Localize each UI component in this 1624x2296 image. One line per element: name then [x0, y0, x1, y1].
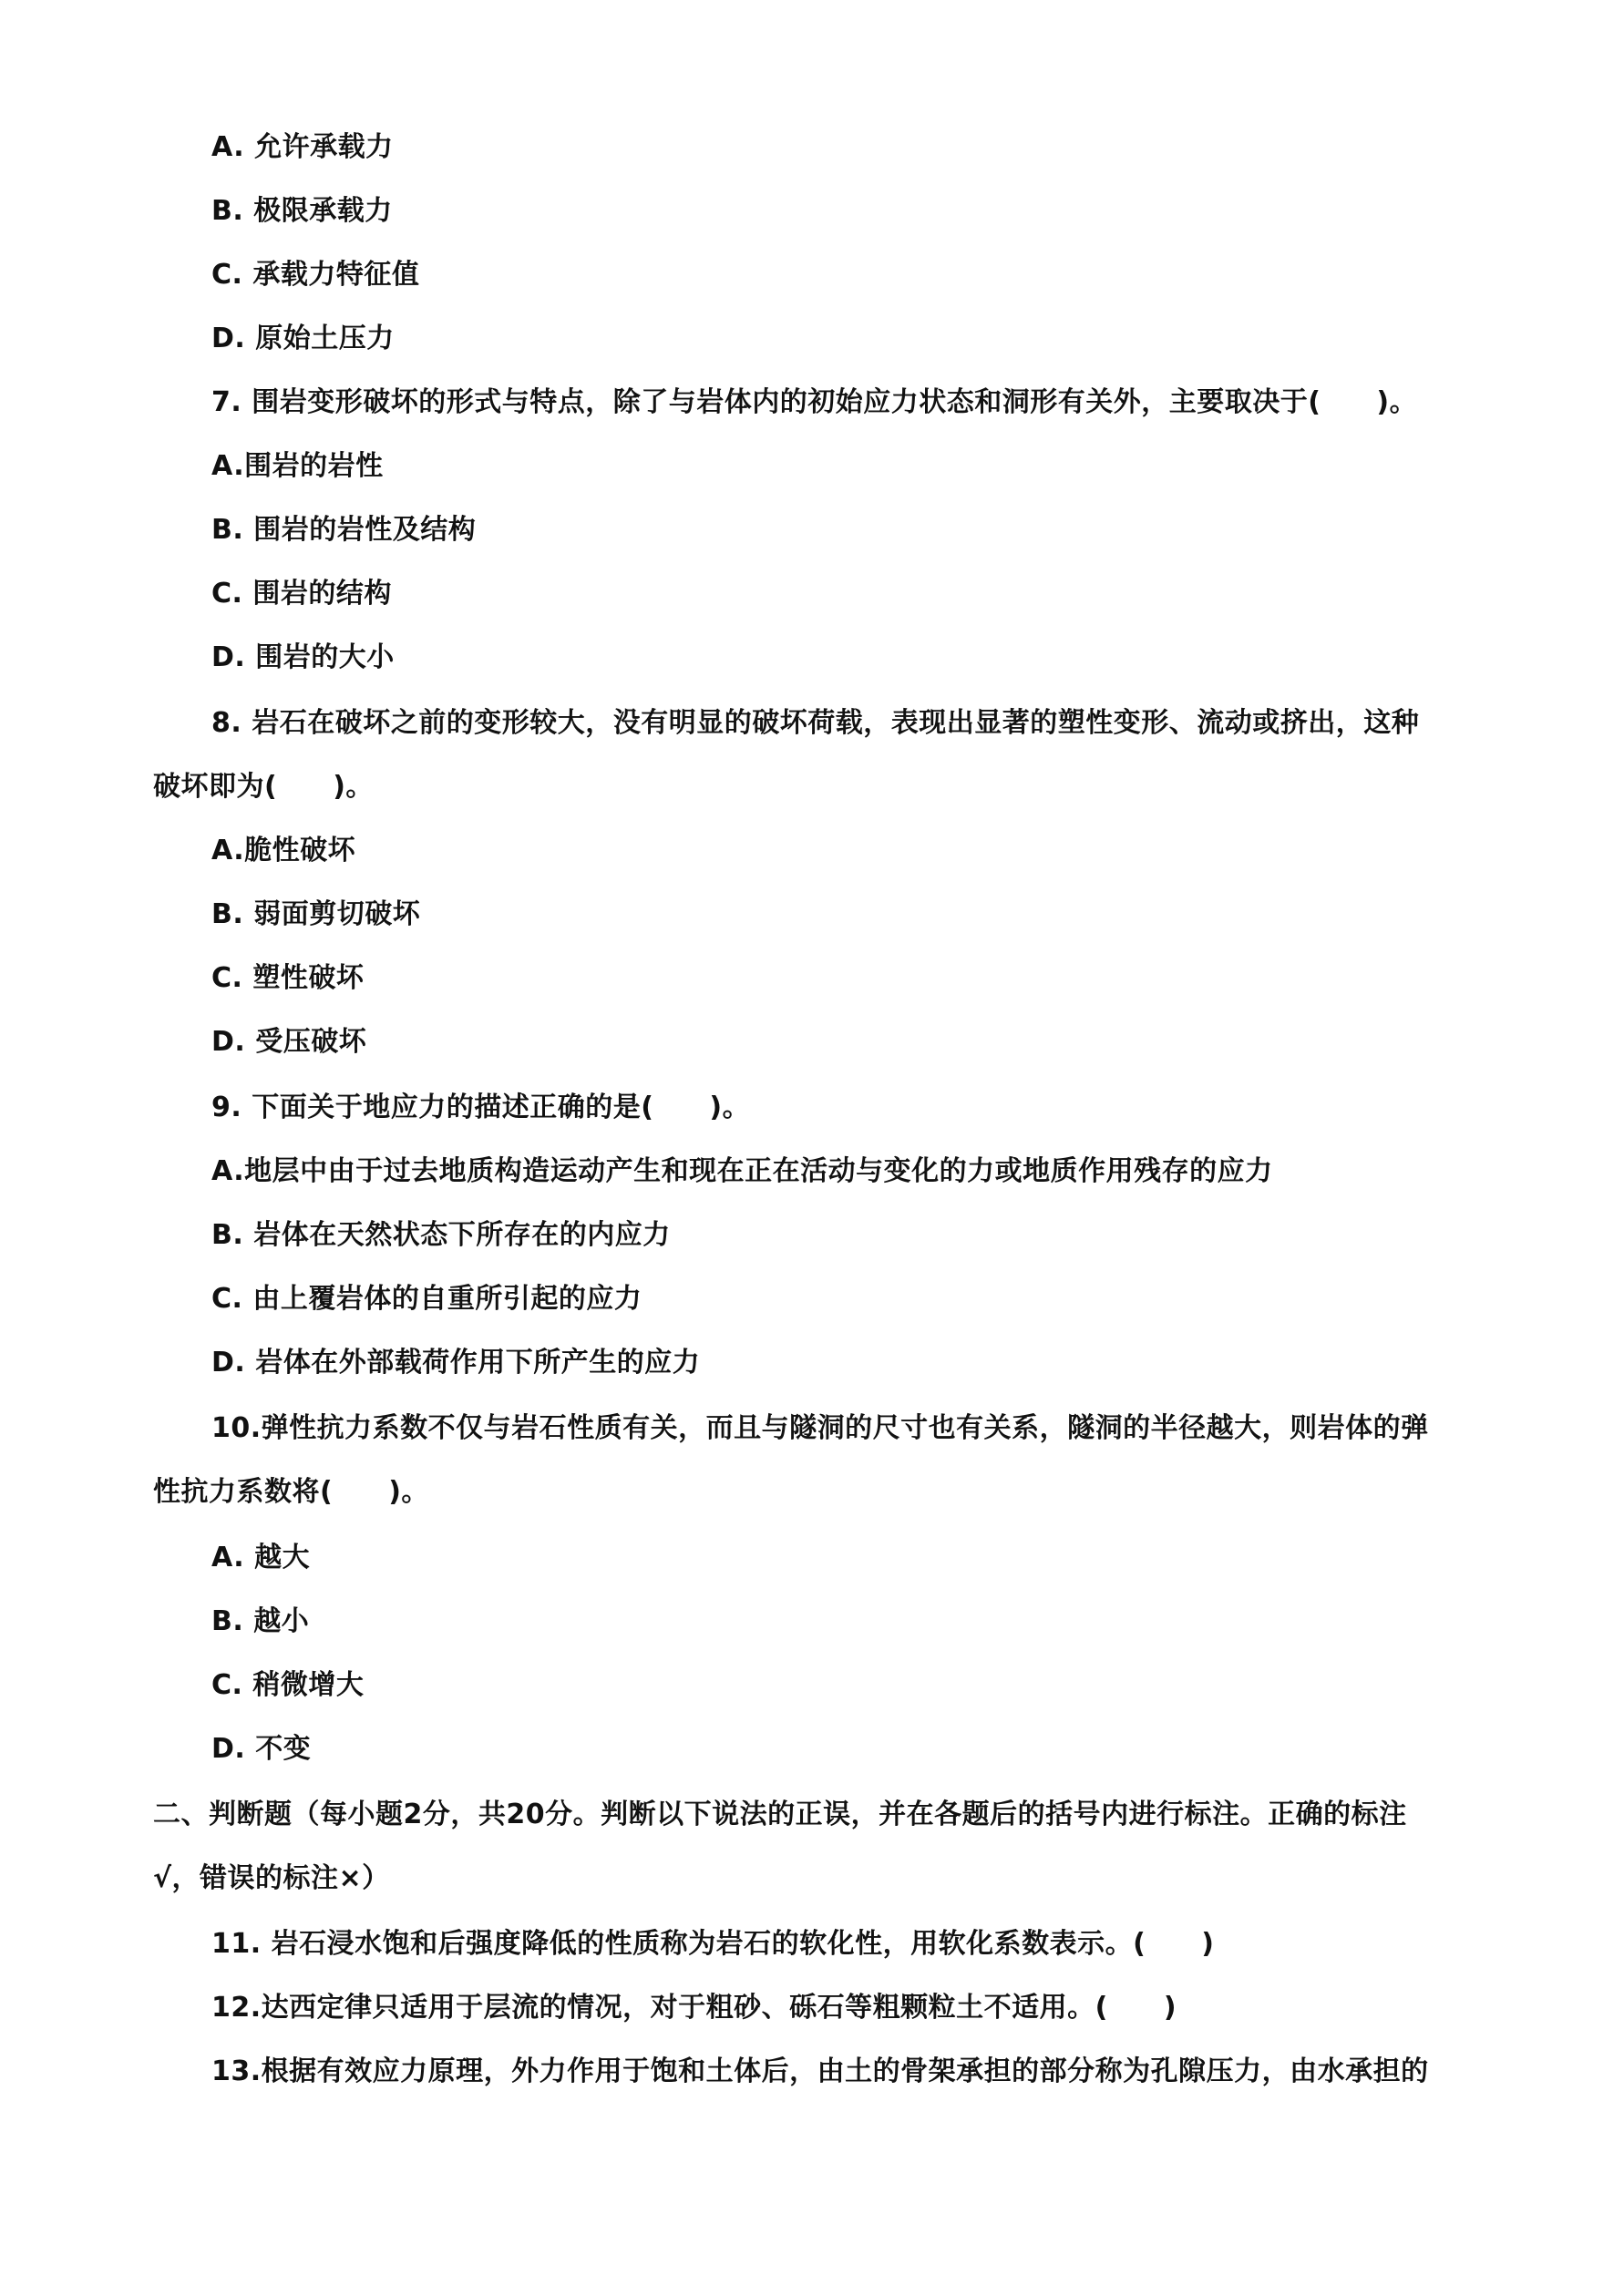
- option-6a: A. 允许承载力: [211, 131, 394, 163]
- option-7b: B. 围岩的岩性及结构: [211, 514, 477, 546]
- option-9a: A.地层中由于过去地质构造运动产生和现在正在活动与变化的力或地质作用残存的应力: [211, 1155, 1273, 1187]
- option-7d: D. 围岩的大小: [211, 641, 395, 673]
- question-13: 13.根据有效应力原理，外力作用于饱和土体后，由土的骨架承担的部分称为孔隙压力，由水承担的: [211, 2055, 1429, 2087]
- question-10-cont: 性抗力系数将( )。: [153, 1476, 429, 1508]
- question-8: 8. 岩石在破坏之前的变形较大，没有明显的破坏荷载，表现出显著的塑性变形、流动或挤出，这种: [211, 707, 1420, 739]
- question-7: 7. 围岩变形破坏的形式与特点，除了与岩体内的初始应力状态和洞形有关外，主要取决于( )。: [211, 386, 1418, 418]
- option-9c: C. 由上覆岩体的自重所引起的应力: [211, 1283, 642, 1315]
- section-2-heading-cont: √，错误的标注×）: [153, 1862, 390, 1894]
- option-10d: D. 不变: [211, 1733, 312, 1765]
- question-11: 11. 岩石浸水饱和后强度降低的性质称为岩石的软化性，用软化系数表示。( ): [211, 1928, 1215, 1960]
- option-8d: D. 受压破坏: [211, 1026, 367, 1058]
- option-10c: C. 稍微增大: [211, 1669, 365, 1701]
- option-7a: A.围岩的岩性: [211, 450, 384, 482]
- option-6b: B. 极限承载力: [211, 195, 393, 227]
- option-6d: D. 原始土压力: [211, 323, 395, 354]
- option-10b: B. 越小: [211, 1605, 310, 1637]
- option-9d: D. 岩体在外部载荷作用下所产生的应力: [211, 1347, 701, 1379]
- question-8-cont: 破坏即为( )。: [153, 771, 374, 803]
- option-9b: B. 岩体在天然状态下所存在的内应力: [211, 1219, 671, 1251]
- question-12: 12.达西定律只适用于层流的情况，对于粗砂、砾石等粗颗粒土不适用。( ): [211, 1992, 1177, 2024]
- option-8a: A.脆性破坏: [211, 835, 356, 866]
- option-8c: C. 塑性破坏: [211, 962, 365, 994]
- option-8b: B. 弱面剪切破坏: [211, 898, 421, 930]
- option-7c: C. 围岩的结构: [211, 578, 392, 610]
- option-6c: C. 承载力特征值: [211, 259, 420, 291]
- section-2-heading: 二、判断题（每小题2分，共20分。判断以下说法的正误，并在各题后的括号内进行标注。正确的标注: [153, 1799, 1407, 1830]
- option-10a: A. 越大: [211, 1542, 311, 1573]
- question-10: 10.弹性抗力系数不仅与岩石性质有关，而且与隧洞的尺寸也有关系，隧洞的半径越大，则岩体的弹: [211, 1412, 1429, 1444]
- question-9: 9. 下面关于地应力的描述正确的是( )。: [211, 1092, 751, 1123]
